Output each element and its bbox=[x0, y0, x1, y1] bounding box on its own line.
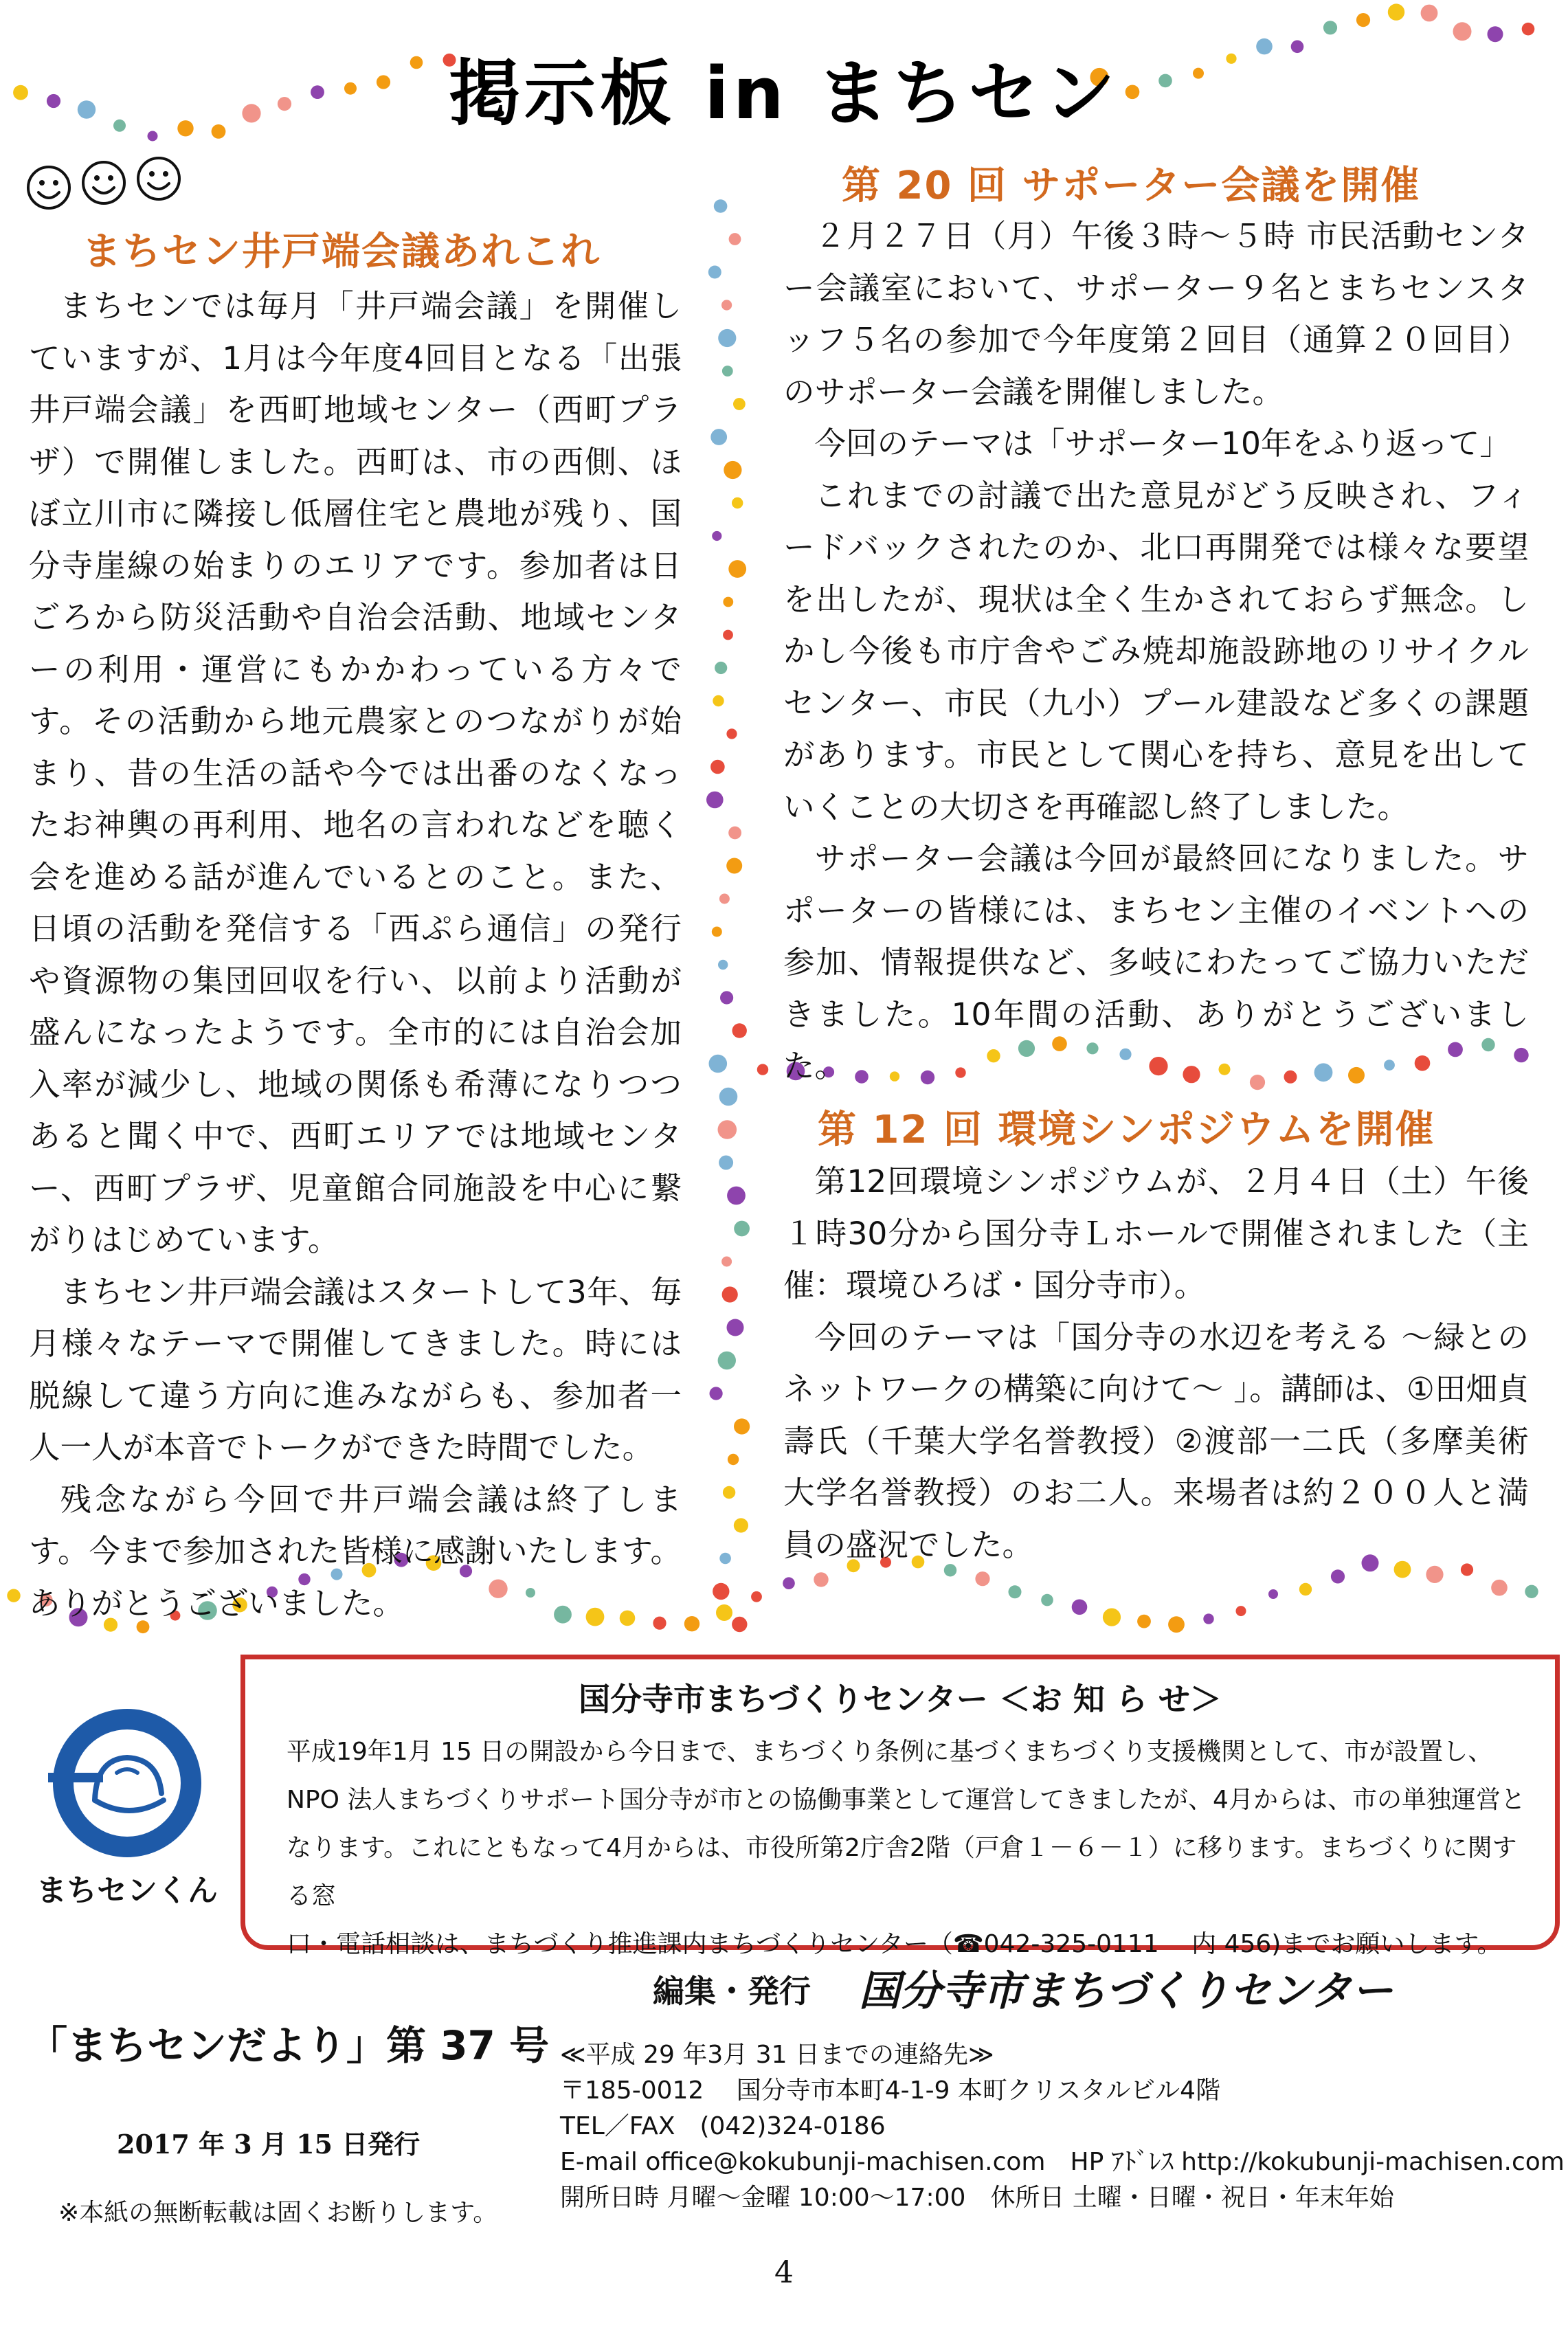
supporter-article-paragraph: ２月２７日（月）午後３時〜５時 市民活動センター会議室において、サポーター９名とまちセンスタッフ５名の参加で今年度第２回目（通算２０回目）のサポーター会議を開催しました。 bbox=[783, 218, 1529, 410]
notice-title: 国分寺市まちづくりセンター ＜お 知 ら せ＞ bbox=[579, 1681, 1222, 1718]
confetti-dot bbox=[728, 1454, 739, 1465]
confetti-dot bbox=[1323, 21, 1337, 34]
confetti-dot bbox=[709, 1055, 728, 1073]
confetti-dot bbox=[718, 1120, 737, 1139]
confetti-dot bbox=[732, 1617, 747, 1632]
confetti-dot bbox=[732, 1023, 747, 1038]
confetti-dot bbox=[1491, 1580, 1508, 1596]
confetti-dot bbox=[710, 760, 725, 774]
confetti-dot bbox=[783, 1577, 795, 1589]
page-title: 掲示板 in まちセン bbox=[448, 52, 1120, 135]
confetti-dot bbox=[733, 398, 746, 410]
notice-line: NPO 法人まちづくりサポート国分寺が市との協働事業として運営してきましたが、4月からは、市の単独運営と bbox=[287, 1786, 1525, 1814]
confetti-dot bbox=[708, 266, 721, 279]
symposium-article-paragraph: 第12回環境シンポジウムが、２月４日（土）午後１時30分から国分寺Ｌホールで開催されました（主催：環境ひろば・国分寺市）。 bbox=[783, 1163, 1529, 1303]
notice-line: 口・電話相談は、まちづくり推進課内まちづくりセンター（☎042-325-0111 内 456)までお願いします。 bbox=[287, 1930, 1502, 1958]
confetti-dot bbox=[734, 1518, 748, 1532]
confetti-dot bbox=[7, 1589, 20, 1602]
confetti-dot bbox=[1203, 1613, 1213, 1624]
confetti-dot bbox=[726, 728, 737, 739]
supporter-article-body bbox=[783, 210, 1529, 1093]
confetti-dot bbox=[975, 1571, 989, 1586]
symposium-article-title: 第 12 回 環境シンポジウムを開催 bbox=[818, 1108, 1435, 1152]
left-article-body bbox=[29, 280, 682, 1629]
supporter-article-title: 第 20 回 サポーター会議を開催 bbox=[842, 164, 1421, 208]
copyright-note: ※本紙の無断転載は固くお断りします。 bbox=[58, 2199, 498, 2227]
left-article-paragraph: まちセンでは毎月「井戸端会議」を開催していますが、1月は今年度4回目となる「出張井戸端会議」を西町地域センター（西町プラザ）で開催しました。西町は、市の西側、ほぼ立川市に隣接し低層住宅と農地が残り、国分寺崖線の始まりのエリアです。参加者は日ごろから防災活動や自治会活動、地域センターの利用・運営にもかかわっている方々です。その活動から地元農家とのつながりが始まり、昔の生活の話や今では出番のなくなったお神輿の再利用、地名の言われなどを聴く会を進める話が進んでいるとのこと。また、日頃の活動を発信する「西ぷら通信」の発行や資源物の集団回収を行い、以前より活動が盛んになったようです。全市的には自治会加入率が減少し、地域の関係も希薄になりつつあると聞く中で、西町エリアでは地域センター、西町プラザ、児童館合同施設を中心に繋がりはじめています。 bbox=[29, 288, 682, 1258]
confetti-dot bbox=[1137, 1615, 1151, 1628]
confetti-dot bbox=[1268, 1589, 1278, 1599]
confetti-dot bbox=[751, 1591, 762, 1602]
issue-title: 「まちセンだより」第 37 号 bbox=[27, 2022, 550, 2069]
issue-date: 2017 年 3 月 15 日発行 bbox=[117, 2129, 421, 2160]
left-article-paragraph: 残念ながら今回で井戸端会議は終了します。今まで参加された皆様に感謝いたします。ありがとうございました。 bbox=[29, 1481, 682, 1622]
confetti-dot bbox=[1103, 1609, 1121, 1626]
supporter-article-paragraph: これまでの討議で出た意見がどう反映され、フィードバックされたのか、北口再開発では様々な要望を出したが、現状は全く生かされておらず無念。しかし今後も市庁舎やごみ焼却施設跡地のリサイクルセンター、市民（九小）プール建設など多くの課題があります。市民として関心を持ち、意見を出していくことの大切さを再確認し終了しました。 bbox=[783, 477, 1529, 825]
confetti-dot bbox=[723, 630, 733, 640]
confetti-dot bbox=[712, 531, 721, 541]
supporter-article-paragraph: 今回のテーマは「サポーター10年をふり返って」 bbox=[814, 425, 1511, 462]
confetti-dot bbox=[719, 894, 730, 904]
publisher-label: 編集・発行 bbox=[653, 1973, 811, 2010]
confetti-dot bbox=[1168, 1616, 1185, 1633]
confetti-dot bbox=[734, 1221, 750, 1237]
contact-line: 開所日時 月曜〜金曜 10:00〜17:00 休所日 土曜・日曜・祝日・年末年始 bbox=[560, 2184, 1394, 2212]
confetti-dot bbox=[710, 1387, 723, 1400]
confetti-dot bbox=[1331, 1569, 1345, 1583]
confetti-dot bbox=[713, 695, 724, 706]
left-article-paragraph: まちセン井戸端会議はスタートして3年、毎月様々なテーマで開催してきました。時には脱線して違う方向に進みながらも、参加者一人一人が本音でトークができた時間でした。 bbox=[29, 1273, 682, 1466]
smiley-faces-icon bbox=[25, 150, 183, 219]
confetti-dot bbox=[1299, 1583, 1312, 1595]
confetti-dot bbox=[710, 429, 727, 445]
symposium-article-body bbox=[783, 1156, 1529, 1571]
confetti-dot bbox=[1356, 13, 1370, 27]
mascot-label: まちセンくん bbox=[36, 1873, 218, 1908]
confetti-dot bbox=[726, 858, 742, 874]
confetti-dot bbox=[720, 991, 733, 1004]
notice-line: なります。これにともなって4月からは、市役所第2庁舎2階（戸倉１－６－１）に移ります。まちづくりに関する窓 bbox=[287, 1834, 1517, 1910]
notice-body bbox=[287, 1728, 1527, 1969]
confetti-dot bbox=[684, 1616, 699, 1631]
confetti-dot bbox=[1072, 1600, 1088, 1615]
contact-info bbox=[560, 2037, 1565, 2216]
confetti-dot bbox=[718, 1352, 736, 1369]
confetti-dot bbox=[1009, 1585, 1022, 1598]
symposium-article-paragraph: 今回のテーマは「国分寺の水辺を考える 〜緑とのネットワークの構築に向けて〜 」。講師は、①田畑貞壽氏（千葉大学名誉教授）②渡部一二氏（多摩美術大学名誉教授）のお二人。来場者は約２００人と満員の盛況でした。 bbox=[783, 1319, 1529, 1563]
confetti-dot bbox=[1525, 1585, 1538, 1598]
confetti-dot bbox=[721, 300, 732, 310]
machisen-kun-mascot-icon bbox=[48, 1704, 206, 1862]
confetti-dot bbox=[1421, 5, 1438, 22]
confetti-dot bbox=[732, 497, 743, 508]
confetti-dot bbox=[724, 461, 741, 479]
confetti-dot bbox=[718, 329, 736, 347]
confetti-dot bbox=[719, 1088, 738, 1106]
confetti-dot bbox=[706, 792, 724, 809]
confetti-dot bbox=[716, 1604, 732, 1621]
supporter-article-paragraph: サポーター会議は今回が最終回になりました。サポーターの皆様には、まちセン主催のイベントへの参加、情報提供など、多岐にわたってご協力いただきました。10年間の活動、ありがとうございました。 bbox=[783, 840, 1529, 1084]
confetti-dot bbox=[718, 960, 728, 970]
confetti-dot bbox=[1388, 3, 1404, 20]
confetti-dot bbox=[1522, 23, 1535, 36]
confetti-dot bbox=[723, 597, 733, 607]
contact-line: 〒185-0012 国分寺市本町4-1-9 本町クリスタルビル4階 bbox=[560, 2076, 1221, 2105]
confetti-dot bbox=[713, 1583, 729, 1600]
confetti-dot bbox=[722, 1286, 738, 1302]
notice-line: 平成19年1月 15 日の開設から今日まで、まちづくり条例に基づくまちづくり支援機関として、市が設置し、 bbox=[287, 1738, 1493, 1766]
confetti-dot bbox=[727, 1187, 746, 1205]
confetti-dot bbox=[728, 560, 746, 578]
confetti-dot bbox=[1041, 1594, 1053, 1606]
confetti-dot bbox=[728, 827, 741, 840]
confetti-dot bbox=[721, 1257, 732, 1267]
contact-line: ≪平成 29 年3月 31 日までの連絡先≫ bbox=[560, 2041, 994, 2069]
contact-line: E-mail office@kokubunji-machisen.com HP ｱﾄﾞﾚｽ http://kokubunji-machisen.com bbox=[560, 2148, 1565, 2176]
confetti-dot bbox=[722, 366, 733, 377]
confetti-dot bbox=[729, 233, 741, 245]
confetti-dot bbox=[814, 1572, 828, 1587]
contact-line: TEL／FAX (042)324-0186 bbox=[560, 2112, 886, 2140]
publisher-name: 国分寺市まちづくりセンター bbox=[859, 1967, 1393, 2015]
confetti-dot bbox=[757, 1064, 768, 1075]
confetti-dot bbox=[1236, 1606, 1246, 1616]
confetti-dot bbox=[734, 1418, 750, 1434]
page-number: 4 bbox=[774, 2255, 794, 2290]
left-article-title: まちセン井戸端会議あれこれ bbox=[82, 229, 601, 274]
confetti-dot bbox=[715, 662, 727, 674]
confetti-dot bbox=[719, 1553, 731, 1565]
confetti-dot bbox=[723, 1486, 735, 1499]
confetti-dot bbox=[719, 1156, 733, 1170]
confetti-dot bbox=[712, 927, 722, 937]
notice-box bbox=[240, 1655, 1560, 1958]
confetti-dot bbox=[714, 199, 728, 213]
confetti-dot bbox=[727, 1319, 744, 1336]
